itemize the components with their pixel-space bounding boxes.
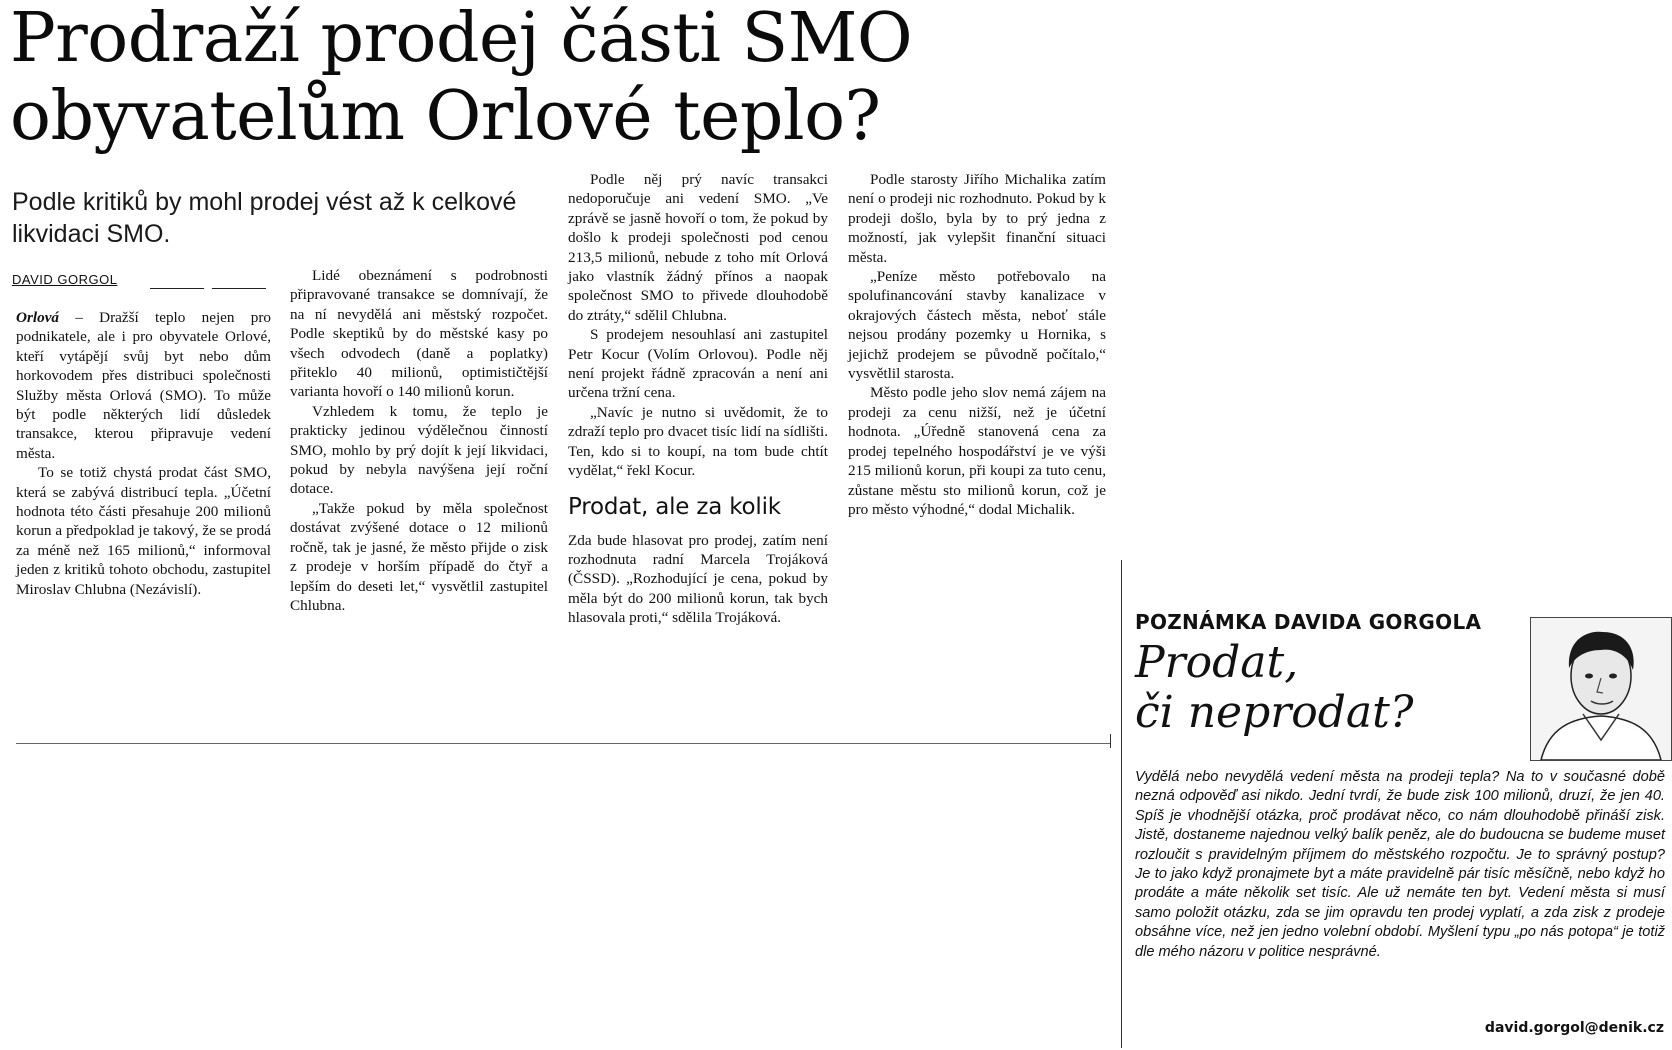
article-end-mark [1110,734,1111,748]
article-paragraph: „Navíc je nutno si uvědomit, že to zdraží teplo pro dvacet tisíc lidí na sídlišti. Ten, kdo si to koupí, na tom bude chtít vydělat,“ řekl Kocur. [568,403,828,480]
article-paragraph: Lidé obeznámení s podrobnosti připravované transakce se domnívají, že na ní nevydělá ani městský rozpočet. Podle skeptiků by do městské kasy po všech odvodech (daně a poplatky) přiteklo 40 milionů, optimističtější varianta hovoří o 140 milionů korun. [290,267,548,401]
opinion-body: Vydělá nebo nevydělá vedení města na prodeji tepla? Na to v současné době nezná odpověď asi nikdo. Jední tvrdí, že bude zisk 100 milionů, druzí, že jen 40. Spíš je vhodnější otázka, proč prodávat něco, co nám dlouhodobě přináší zisk. Jistě, dostaneme najednou velký balík peněz, ale do budoucna se budeme muset rozloučit s pravidelným příjmem do městského rozpočtu. Je to správný postup? Je to jako když pronajmete byt a máte pravidelně pár tisíc měsíčně, nebo když ho prodáte a máte několik set tisíc. Ale už nemáte ten byt. Vedení města si musí samo položit otázku, zda se jim opravdu ten prodej vyplatí, a zda zisk z prodeje obsáhne více, než jen jedno volební období. Myšlení typu „po nás potopa“ je totiž dle mého názoru v politice nesprávné. [1135,769,1665,960]
article-column-3 [568,170,828,628]
article-column-4 [848,170,1106,519]
article-paragraph: „Peníze město potřebovalo na spolufinancování stavby kanalizace v okrajových částech města, neboť stále nejsou prodány pozemky u Hornika, s jejichž prodejem se původně počítalo,“ vysvětlil starosta. [848,268,1106,383]
dateline: Orlová [16,309,60,326]
author-photo [1530,617,1672,761]
byline-rule-1 [150,288,204,289]
byline: DAVID GORGOL [12,272,118,287]
article-column-1 [16,308,271,599]
article-paragraph: Město podle jeho slov nemá zájem na prodeji za cenu nižší, než je účetní hodnota. „Úředně stanovená cena za prodej tepelného hospodářství je ve výši 215 milionů korun, při koupi za tuto cenu, zůstane městu sto milionů korun, což je pro město výhodné,“ dodal Michalik. [848,384,1106,518]
byline-rule-2 [212,288,266,289]
article-paragraph: Vzhledem k tomu, že teplo je prakticky jedinou výdělečnou činností SMO, mohlo by prý dojít k její likvidaci, pokud by nebyla navýšena její roční dotace. [290,402,548,498]
article-paragraph: Podle něj prý navíc transakci nedoporučuje ani vedení SMO. „Ve zprávě se jasně hovoří o tom, že pokud by došlo k prodeji společnosti pod cenou 213,5 milionů, nebude z toho mít Orlová jako vlastník žádný přínos a naopak společnost SMO to přivede dlouhodobě do ztráty,“ sdělil Chlubna. [568,171,828,324]
article-paragraph: S prodejem nesouhlasí ani zastupitel Petr Kocur (Volím Orlovou). Podle něj není projekt řádně zpracován a není ani určena tržní cena. [568,326,828,402]
opinion-title-line-2: či neprodat? [1135,687,1414,738]
article-column-2 [290,266,548,615]
subheadline: Podle kritiků by mohl prodej vést až k celkové likvidaci SMO. [12,188,517,248]
headline-line-1: Prodraží prodej části SMO [10,0,913,78]
article-paragraph: Podle starosty Jiřího Michalika zatím není o prodeji nic rozhodnuto. Pokud by k prodeji došlo, byla by to prý jedna z možností, jak vylepšit finanční situaci města. [848,171,1106,266]
headline-line-2: obyvatelům Orlové teplo? [10,77,881,156]
author-portrait-icon [1531,618,1671,760]
opinion-title [1135,638,1475,738]
article-paragraph: Zda bude hlasovat pro prodej, zatím není rozhodnuta radní Marcela Trojáková (ČSSD). „Rozhodující je cena, pokud by měla být do 200 milionů korun, tak bych hlasovala proti,“ sdělila Trojáková. [568,531,828,627]
opinion-left-border [1121,560,1122,1048]
author-email: david.gorgol@denik.cz [1484,1020,1664,1036]
article-paragraph: „Takže pokud by měla společnost dostávat zvýšené dotace o 12 milionů ročně, tak je jasné, že město přijde o zisk z prodeje v horším případě do čtyř a lepším do deseti let,“ vysvětlil zastupitel Chlubna. [290,499,548,614]
opinion-label: POZNÁMKA DAVIDA GORGOLA [1135,610,1482,634]
article-paragraph: To se totiž chystá prodat část SMO, která se zabývá distribucí tepla. „Účetní hodnota této části přesahuje 200 milionů korun a předpoklad je takový, že se prodá za méně než 165 milionů,“ informoval jeden z kritiků tohoto obchodu, zastupitel Miroslav Chlubna (Nezávislí). [16,464,271,598]
headline [10,0,970,156]
opinion-title-line-1: Prodat, [1135,637,1299,688]
article-bottom-rule [16,743,1110,744]
article-paragraph: Orlová – Dražší teplo nejen pro podnikatele, ale i pro obyvatele Orlové, kteří vytápějí svůj byt nebo dům horkovodem přes distribuci společnosti Služby města Orlová (SMO). To může být podle některých lidí důsledek transakce, kterou připravuje vedení města. [16,309,271,462]
article-subheading: Prodat, ale za kolik [568,493,781,520]
